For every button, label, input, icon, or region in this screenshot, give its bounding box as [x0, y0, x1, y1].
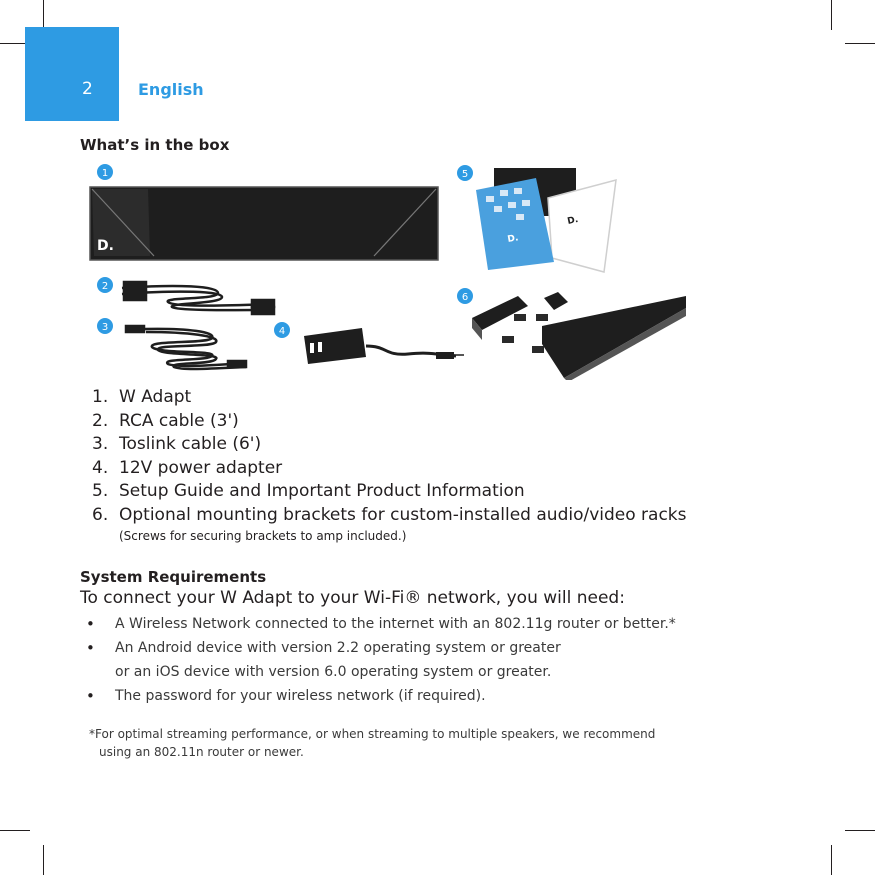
crop-mark [845, 43, 875, 44]
w-adapt-device [90, 187, 438, 260]
crop-mark [43, 845, 44, 875]
rca-cable [122, 282, 274, 314]
list-item: 3. Toslink cable (6') [92, 434, 262, 454]
crop-mark [831, 0, 832, 30]
badge-4: 4 [278, 326, 286, 337]
box-contents-illustration [88, 160, 698, 380]
badge-6: 6 [461, 292, 469, 303]
crop-mark [831, 845, 832, 875]
crop-mark [845, 830, 875, 831]
page-number: 2 [82, 79, 93, 99]
mounting-brackets [472, 292, 686, 380]
badge-3: 3 [101, 322, 109, 333]
list-item: • An Android device with version 2.2 operating system or greater or an iOS device with version 6.0 operating system or greater. [86, 639, 561, 680]
crop-mark [0, 830, 30, 831]
svg-text:D.: D. [506, 233, 520, 245]
list-item: 6. Optional mounting brackets for custom-installed audio/video racks [92, 504, 687, 525]
badge-5: 5 [461, 169, 469, 180]
setup-guides [476, 168, 616, 272]
list-item: • A Wireless Network connected to the internet with an 802.11g router or better.* [86, 615, 676, 633]
requirements-list [86, 612, 676, 708]
list-item: 2. RCA cable (3') [92, 410, 239, 431]
list-item: 4. 12V power adapter [92, 457, 283, 478]
badge-2: 2 [101, 281, 109, 292]
list-item: 5. Setup Guide and Important Product Information [92, 481, 525, 501]
screws-note: (Screws for securing brackets to amp included.) [119, 529, 407, 543]
list-item: 1. W Adapt [92, 387, 192, 407]
footnote: *For optimal streaming performance, or when streaming to multiple speakers, we recommend using an 802.11n router or newer. [89, 727, 656, 759]
language-label: English [138, 80, 204, 99]
power-adapter [304, 328, 464, 364]
device-logo-icon: D. [97, 238, 114, 254]
box-contents-list [92, 386, 687, 527]
page-tab [25, 27, 119, 121]
requirements-intro: To connect your W Adapt to your Wi-Fi® network, you will need: [80, 588, 625, 608]
badge-1: 1 [101, 168, 109, 179]
crop-mark [43, 0, 44, 30]
requirements-heading: System Requirements [80, 568, 267, 586]
svg-text:D.: D. [566, 214, 580, 227]
box-heading: What’s in the box [80, 136, 230, 154]
list-item: • The password for your wireless network (if required). [86, 687, 486, 705]
toslink-cable [126, 326, 246, 369]
